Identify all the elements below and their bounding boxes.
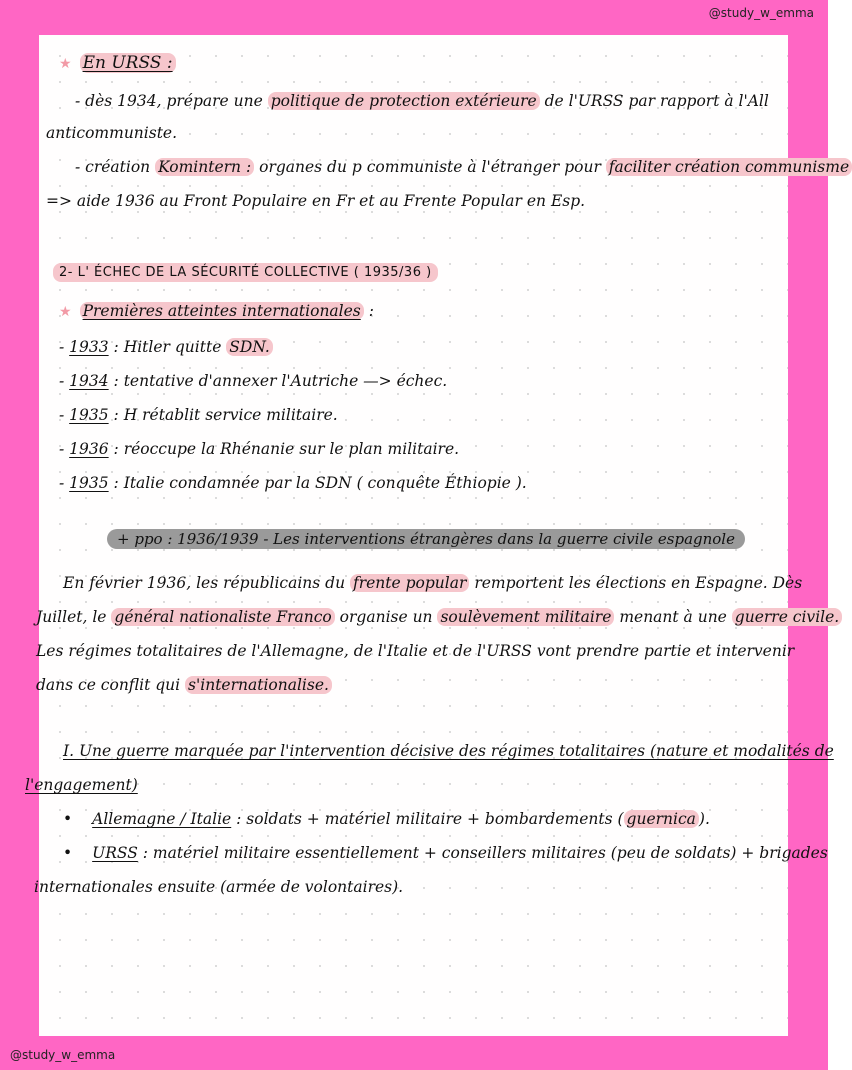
event-item: - 1935 : H rétablit service militaire. (59, 406, 338, 424)
urss-paragraph-2: - création Komintern : organes du p communiste à l'étranger pour faciliter création communisme (75, 157, 852, 177)
event-item: - 1935 : Italie condamnée par la SDN ( conquête Éthiopie ). (59, 474, 527, 492)
part-1-title: I. Une guerre marquée par l'intervention décisive des régimes totalitaires (nature et modalités de (63, 742, 834, 760)
section-2-subtitle: ★ Premières atteintes internationales : (59, 302, 374, 320)
section-2-title: 2- L' ÉCHEC DE LA SÉCURITÉ COLLECTIVE ( 1935/36 ) (53, 261, 438, 283)
part-1-title-cont: l'engagement) (25, 776, 138, 794)
notes-sheet (25, 35, 850, 1036)
urss-paragraph-1: - dès 1934, prépare une politique de protection extérieure de l'URSS par rapport à l'All (75, 92, 769, 110)
urss-paragraph-2-cont: => aide 1936 au Front Populaire en Fr et au Frente Popular en Esp. (46, 192, 586, 210)
ppo-line-4: dans ce conflit qui s'internationalise. (36, 675, 332, 695)
star-icon: ★ (59, 56, 72, 72)
event-item: - 1936 : réoccupe la Rhénanie sur le plan militaire. (59, 440, 460, 458)
urss-heading: ★ En URSS : (59, 53, 176, 74)
bullet-item: • URSS : matériel militaire essentiellement + conseillers militaires (peu de soldats) + brigades (63, 844, 828, 862)
urss-paragraph-1-cont: anticommuniste. (46, 124, 178, 142)
ppo-line-1: En février 1936, les républicains du frente popular remportent les élections en Espagne. Dès (63, 574, 803, 592)
event-item: - 1933 : Hitler quitte SDN. (59, 337, 273, 357)
event-item: - 1934 : tentative d'annexer l'Autriche —> échec. (59, 372, 448, 390)
bullet-item-cont: internationales ensuite (armée de volontaires). (34, 878, 404, 896)
author-handle-top: @study_w_emma (708, 6, 814, 20)
bullet-icon: • (63, 844, 73, 862)
ppo-title: + ppo : 1936/1939 - Les interventions étrangères dans la guerre civile espagnole (107, 529, 745, 549)
bullet-icon: • (63, 810, 73, 828)
author-handle-bottom: @study_w_emma (10, 1048, 116, 1062)
star-icon: ★ (59, 304, 72, 320)
bullet-item: • Allemagne / Italie : soldats + matériel militaire + bombardements ( guernica ). (63, 810, 710, 828)
ppo-line-3: Les régimes totalitaires de l'Allemagne, de l'Italie et de l'URSS vont prendre partie et intervenir (36, 642, 795, 660)
ppo-line-2: Juillet, le général nationaliste Franco organise un soulèvement militaire menant à une guerre civile. (36, 607, 842, 627)
